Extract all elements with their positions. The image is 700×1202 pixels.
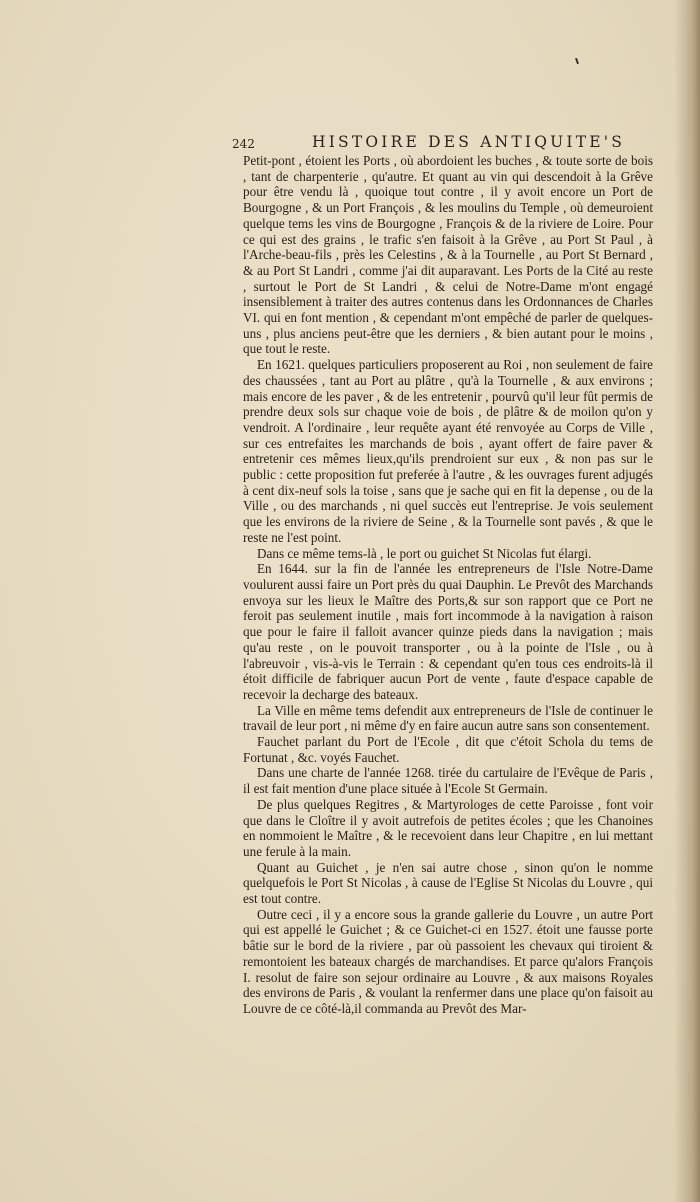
paragraph-1644-isle-notre-dame: En 1644. sur la fin de l'année les entrepreneurs de l'Isle Notre-Dame voulurent aussi faire un Port près du quai Dauphin. Le Prevôt des Marchands envoya sur les lieux le Maître des Ports,& sur son rapport que ce Port ne feroit pas seulement inutile , mais fort incommode à la navigation à raison que pour le faire il falloit avancer quinze pieds dans la navigation ; mais qu'au reste , on le pouvoit transporter , ou à la pointe de l'Isle , ou à l'abreuvoir , vis-à-vis le Terrain : & cependant qu'en tous ces endroits-là il étoit difficile de fabriquer aucun Port de vente , faute d'espace capable de recevoir la decharge des bateaux.: [243, 561, 653, 702]
binding-gutter-shadow: [674, 0, 700, 1202]
paragraph-guichet: Quant au Guichet , je n'en sai autre chose , sinon qu'on le nomme quelquefois le Port St Nicolas , à cause de l'Eglise St Nicolas du Louvre , qui est tout contre.: [243, 859, 653, 907]
paragraph-fauchet: Fauchet parlant du Port de l'Ecole , dit que c'étoit Schola du tems de Fortunat , &c. voyés Fauchet.: [243, 734, 653, 765]
page-number: 242: [232, 137, 255, 151]
body-text: [243, 153, 653, 1017]
running-title: HISTOIRE DES ANTIQUITE'S: [312, 133, 626, 151]
paragraph-louvre-gallerie: Outre ceci , il y a encore sous la grande gallerie du Louvre , un autre Port qui est appellé le Guichet ; & ce Guichet-ci en 1527. étoit une fausse porte bâtie sur le bord de la riviere , par où passoient les chevaux qui tiroient & remontoient les bateaux chargés de marchandises. Et parce qu'alors François I. resolut de faire son sejour ordinaire au Louvre , & aux maisons Royales des environs de Paris , & voulant la renfermer dans une place qu'on faisoit au Louvre de ce côté-là,il commanda au Prevôt des Mar-: [243, 906, 653, 1016]
page-header: [232, 133, 662, 155]
paragraph-guichet-st-nicolas: Dans ce même tems-là , le port ou guichet St Nicolas fut élargi.: [257, 545, 592, 561]
paragraph-ville-defense: La Ville en même tems defendit aux entrepreneurs de l'Isle de continuer le travail de leur port , ni même d'y en faire aucun autre sans son consentement.: [243, 702, 653, 734]
paragraph-ports-grain-trade: Petit-pont , étoient les Ports , où abordoient les buches , & toute sorte de bois , tant de charpenterie , qu'autre. Et quant au vin qui descendoit à la Grêve pour être vendu là , quoique tout contre , il y avoit encore un Port de Bourgogne , & un Port François , & les moulins du Temple , où demeuroient quelque tems les vins de Bourgogne , François & de la riviere de Loire. Pour ce qui est des grains , le trafic s'en faisoit à la Grêve , au Port St Paul , à l'Arche-beau-fils , près les Celestins , & à la Tournelle , au Port St Bernard , & au Port St Landri , comme j'ai dit auparavant. Les Ports de la Cité au reste , surtout le Port de St Landri , & celui de Notre-Dame m'ont engagé insensiblement à traiter des autres contenus dans les Ordonnances de Charles VI. qui en font mention , & cependant m'ont empêché de parler de quelques-uns , plus anciens peut-être que les derniers , & bien autant pour le moins , que tout le reste.: [243, 153, 653, 357]
paragraph-1621-paving: En 1621. quelques particuliers proposerent au Roi , non seulement de faire des chaussées , tant au Port au plâtre , qu'à la Tournelle , & aux environs ; mais encore de les paver , & de les entretenir , pourvû qu'il leur fût permis de prendre deux sols sur chaque voie de bois , de plâtre & de moilon qu'on y vendroit. A l'ordinaire , leur requête ayant été renvoyée au Corps de Ville , sur ces entrefaites les marchands de bois , ayant offert de faire paver & entretenir ces mêmes lieux,qu'ils prendroient sur eux , & non pas sur le public : cette proposition fut preferée à l'autre , & les ouvrages furent adjugés à cent dix-neuf sols la toise , sans que je sache qui en fit la depense , ou de la Ville , ou des marchands , ni quel succès eut l'entreprise. Je vois seulement que les environs de la riviere de Seine , & la Tournelle sont pavés , & que le reste ne l'est point.: [243, 357, 653, 545]
paragraph-regitres: De plus quelques Regitres , & Martyrologes de cette Paroisse , font voir que dans le Cloître il y avoit autrefois de petites écoles ; que les Chanoines en nommoient le Maître , & le recevoient dans leur Chapitre , en lui mettant une ferule à la main.: [243, 796, 653, 859]
ink-speck: [575, 58, 579, 64]
paragraph-charte-1268: Dans une charte de l'année 1268. tirée du cartulaire de l'Evêque de Paris , il est fait mention d'une place située à l'Ecole St Germain.: [243, 765, 653, 797]
